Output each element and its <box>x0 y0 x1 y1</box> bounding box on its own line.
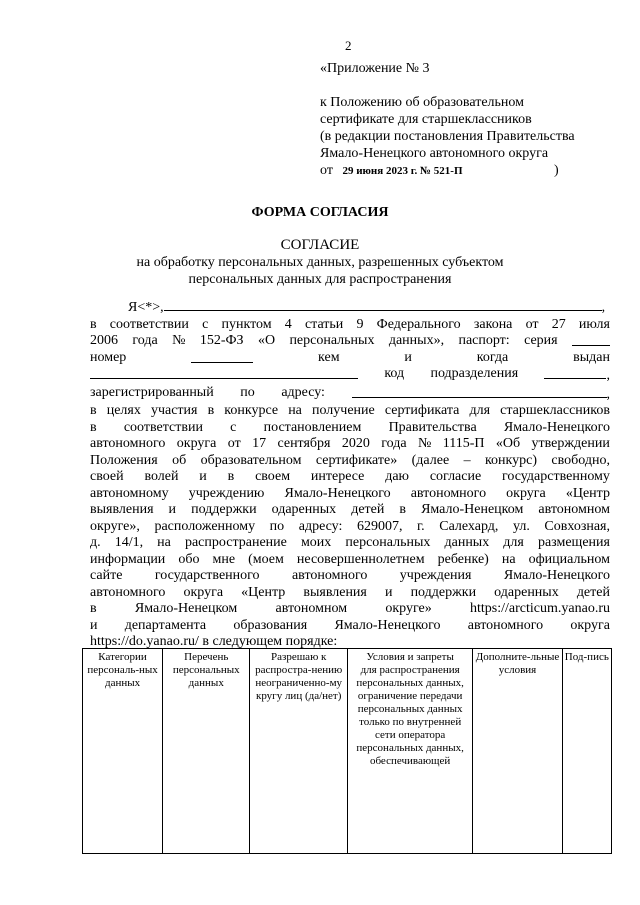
body-word: одаренных <box>271 502 337 517</box>
body-word: интересе <box>310 469 365 484</box>
body-line <box>90 333 610 350</box>
table-header-row <box>83 649 612 854</box>
body-word: государственному <box>502 469 610 484</box>
body-word: ребенке) <box>437 551 489 567</box>
body-word: об <box>172 452 187 468</box>
body-word: на <box>501 551 516 567</box>
body-line <box>90 618 610 635</box>
body-word: 9 <box>356 316 364 332</box>
body-word: получение <box>312 403 375 418</box>
appendix-line: (в редакции постановления Правительства <box>320 129 575 144</box>
body-word: с <box>230 419 237 435</box>
appendix-line: Ямало-Ненецкого автономного округа <box>320 146 549 161</box>
table-header-cell <box>347 649 472 854</box>
body-word: сентября <box>277 436 331 451</box>
body-word: https://arcticum.yanao.ru <box>470 601 610 616</box>
body-word: детей <box>351 502 385 517</box>
date-prefix: от <box>320 163 333 178</box>
number-blank[interactable] <box>191 350 253 363</box>
body-word: 27 <box>551 316 566 332</box>
form-title: ФОРМА СОГЛАСИЯ <box>251 205 389 220</box>
body-word: и <box>404 349 412 365</box>
consent-subtitle-line: персональных данных для распространения <box>188 272 452 287</box>
body-word: несовершеннолетнем <box>296 551 425 567</box>
body-word: детей <box>576 584 610 600</box>
body-word: своей <box>90 469 124 484</box>
body-word: и <box>384 584 393 600</box>
appendix-line: «Приложение № 3 <box>320 61 430 76</box>
body-word: Салехард, <box>439 518 499 534</box>
body-word: зарегистрированный <box>90 384 214 400</box>
body-word: https://do.yanao.ru/ в следующем порядке: <box>90 634 338 649</box>
body-line: код подразделения , <box>90 366 610 385</box>
body-line <box>90 469 610 486</box>
body-word: автономном <box>538 502 610 517</box>
body-word: учреждения <box>399 568 472 583</box>
body-word: сайте <box>90 568 123 583</box>
body-word: д. <box>90 535 101 550</box>
body-word: Положения <box>90 452 158 468</box>
body-word: согласие <box>429 469 482 484</box>
body-word: 14/1, <box>114 535 144 550</box>
body-line <box>90 585 610 602</box>
resolution-date: 29 июня 2023 г. № 521-П <box>342 165 463 177</box>
body-word: в <box>227 469 235 484</box>
body-word: выдан <box>573 349 610 365</box>
body-word: данных», <box>388 333 445 348</box>
body-word: распространение <box>184 535 287 550</box>
body-word: департамента <box>124 617 207 633</box>
body-word: даю <box>385 469 409 484</box>
body-word: «О <box>257 333 276 348</box>
body-word: в <box>207 403 215 418</box>
body-word: по <box>240 384 255 400</box>
division-code-blank[interactable] <box>544 366 606 379</box>
body-word: автономном <box>275 601 348 616</box>
consent-subtitle-line: на обработку персональных данных, разрешенных субъектом <box>136 255 504 270</box>
body-word: соответствии <box>109 316 189 332</box>
body-word: автономного <box>90 436 166 451</box>
body-word: округе», <box>90 518 140 534</box>
body-line <box>90 601 610 618</box>
consent-table <box>82 648 612 854</box>
body-word: пунктом <box>221 316 272 332</box>
table-header-cell: Под-пись <box>562 649 611 854</box>
body-word: (моем <box>248 551 284 567</box>
issued-by-blank[interactable] <box>90 366 358 379</box>
date-suffix: ) <box>554 163 559 178</box>
body-word: для <box>469 403 491 418</box>
body-word: и <box>168 502 177 517</box>
body-word: Ямало-Ненецкого <box>284 485 391 501</box>
body-word: серия <box>524 333 558 348</box>
body-word: Ямало-Ненецком <box>421 502 524 517</box>
body-line <box>90 453 610 470</box>
body-word: старшеклассников <box>500 403 610 418</box>
body-line <box>90 535 610 552</box>
body-word: мне <box>212 551 236 567</box>
conditions-header: Условия и запреты <box>366 651 454 663</box>
body-word: 629007, <box>356 518 403 534</box>
body-word: соответствии <box>123 419 203 435</box>
body-word: поддержки <box>410 584 477 600</box>
body-word: выявления <box>90 502 154 517</box>
body-word: поддержки <box>191 502 257 517</box>
body-word: персональных <box>345 535 431 550</box>
body-word: Я<*>, <box>128 300 164 315</box>
body-word: адресу: <box>298 518 343 534</box>
body-word: Ямало-Ненецком <box>134 601 238 616</box>
body-word: на <box>288 403 302 418</box>
body-word: расположенному <box>154 518 256 534</box>
body-line <box>90 420 610 437</box>
appendix-line: к Положению об образовательном <box>320 95 524 110</box>
body-word: сертификате» <box>315 452 398 468</box>
body-word: адресу: <box>281 384 325 400</box>
body-word: в <box>90 403 97 418</box>
body-line: Я<*>, , <box>128 300 606 315</box>
body-word: 17 <box>252 436 267 451</box>
body-word: когда <box>476 349 509 365</box>
body-word: с <box>202 316 209 332</box>
body-word: 2006 <box>90 333 118 348</box>
body-word: Ямало-Ненецкого <box>334 617 441 633</box>
body-word: № <box>172 333 186 348</box>
body-word: информации <box>90 551 166 567</box>
body-word: паспорт: <box>458 333 510 348</box>
body-word: округа <box>570 617 610 633</box>
body-word: года <box>132 333 158 348</box>
body-word: конкурс) <box>484 452 538 468</box>
table-header-cell: Перечень персональных данных <box>163 649 250 854</box>
body-word: 4 <box>284 316 292 332</box>
body-word: размещения <box>537 535 610 550</box>
body-word: образования <box>233 617 308 633</box>
consent-title: СОГЛАСИЕ <box>280 237 360 253</box>
body-word: «Об <box>495 436 521 451</box>
body-word: года <box>381 436 407 451</box>
body-word: номер <box>90 349 127 365</box>
body-word: Ямало-Ненецкого <box>503 568 610 583</box>
consent-heading <box>0 237 640 288</box>
body-word: закона <box>473 316 513 332</box>
page-number: 2 <box>345 38 352 53</box>
body-word: – <box>463 452 471 468</box>
body-word: и <box>199 469 207 484</box>
body-word: 152-ФЗ <box>199 333 244 348</box>
body-word: автономного <box>291 568 368 583</box>
body-word: «Центр <box>565 485 610 501</box>
body-word: своем <box>255 469 291 484</box>
body-line <box>90 317 610 334</box>
body-line <box>90 403 610 420</box>
body-word: июля <box>578 316 610 332</box>
body-word: округа <box>176 436 217 451</box>
body-word: постановлением <box>263 419 362 435</box>
body-word: Совхозная, <box>544 518 610 534</box>
body-line <box>90 502 610 519</box>
body-word: в <box>90 316 97 332</box>
conditions-text: для распространения персональных данных, ограничение передачи персональных данных только по внутренней сети оператора персональных данных, обеспечивающей <box>356 664 464 767</box>
body-word: персональных <box>289 333 375 348</box>
body-word: автономного <box>90 584 166 600</box>
name-blank[interactable] <box>164 298 602 311</box>
body-word: сертификата <box>384 403 460 418</box>
body-word: учреждению <box>188 485 265 501</box>
body-word: код <box>384 366 405 381</box>
body-word: автономного <box>467 617 544 633</box>
body-word: обо <box>178 551 200 567</box>
body-word: моих <box>300 535 332 550</box>
body-word: целях <box>106 403 141 418</box>
body-word: в <box>90 601 97 616</box>
body-word: официальном <box>528 551 610 567</box>
body-word: № <box>418 436 432 451</box>
body-word: волей <box>144 469 179 484</box>
body-word: округа <box>506 485 546 501</box>
appendix-header <box>320 60 575 180</box>
body-word: ул. <box>512 518 530 534</box>
body-word: 2020 <box>341 436 370 451</box>
body-word: от <box>525 316 539 332</box>
body-word: для <box>503 535 524 550</box>
body-word: г. <box>417 518 425 534</box>
consent-body <box>90 298 610 651</box>
body-word: выявления <box>303 584 367 600</box>
body-word: кем <box>318 349 340 365</box>
table-header-cell: Разрешаю к распростра-нению неограниченно-му кругу лиц (да/нет) <box>250 649 348 854</box>
body-line <box>90 519 610 536</box>
body-word: в <box>399 502 407 517</box>
body-line: зарегистрированный по адресу: , <box>90 384 610 402</box>
body-word: конкурсе <box>224 403 279 418</box>
body-line <box>90 350 610 367</box>
body-word: свободно, <box>551 452 610 468</box>
body-word: на <box>157 535 171 550</box>
body-word: утверждении <box>531 436 610 451</box>
appendix-line: сертификате для старшеклассников <box>320 112 532 127</box>
body-word: «Центр <box>241 584 286 600</box>
body-word: данных <box>444 535 490 550</box>
body-word: автономному <box>90 485 169 501</box>
body-line <box>90 568 610 585</box>
body-word: по <box>269 518 285 534</box>
body-word: государственного <box>154 568 260 583</box>
body-word: одаренных <box>494 584 559 600</box>
body-line <box>90 436 610 453</box>
body-word: и <box>90 617 98 633</box>
body-line <box>90 552 610 569</box>
body-line <box>90 486 610 503</box>
body-word: от <box>227 436 241 451</box>
table-header-cell: Дополните-льные условия <box>473 649 562 854</box>
series-blank[interactable] <box>572 333 610 346</box>
table-header-cell: Категории персональ-ных данных <box>83 649 163 854</box>
body-word: в <box>90 419 97 435</box>
body-word: Правительства <box>388 419 477 435</box>
body-word: подразделения <box>430 366 519 381</box>
body-word: участия <box>150 403 198 418</box>
body-word: округе» <box>385 601 432 616</box>
body-word: статьи <box>304 316 344 332</box>
body-word: (далее <box>411 452 450 468</box>
body-word: Ямало-Ненецкого <box>503 419 610 435</box>
body-word: автономного <box>410 485 487 501</box>
appendix-date-line <box>320 162 575 180</box>
address-blank[interactable] <box>352 385 607 398</box>
body-word: округа <box>183 584 224 600</box>
body-word: образовательном <box>200 452 302 468</box>
body-word: Федерального <box>376 316 461 332</box>
body-word: 1115-П <box>442 436 485 451</box>
